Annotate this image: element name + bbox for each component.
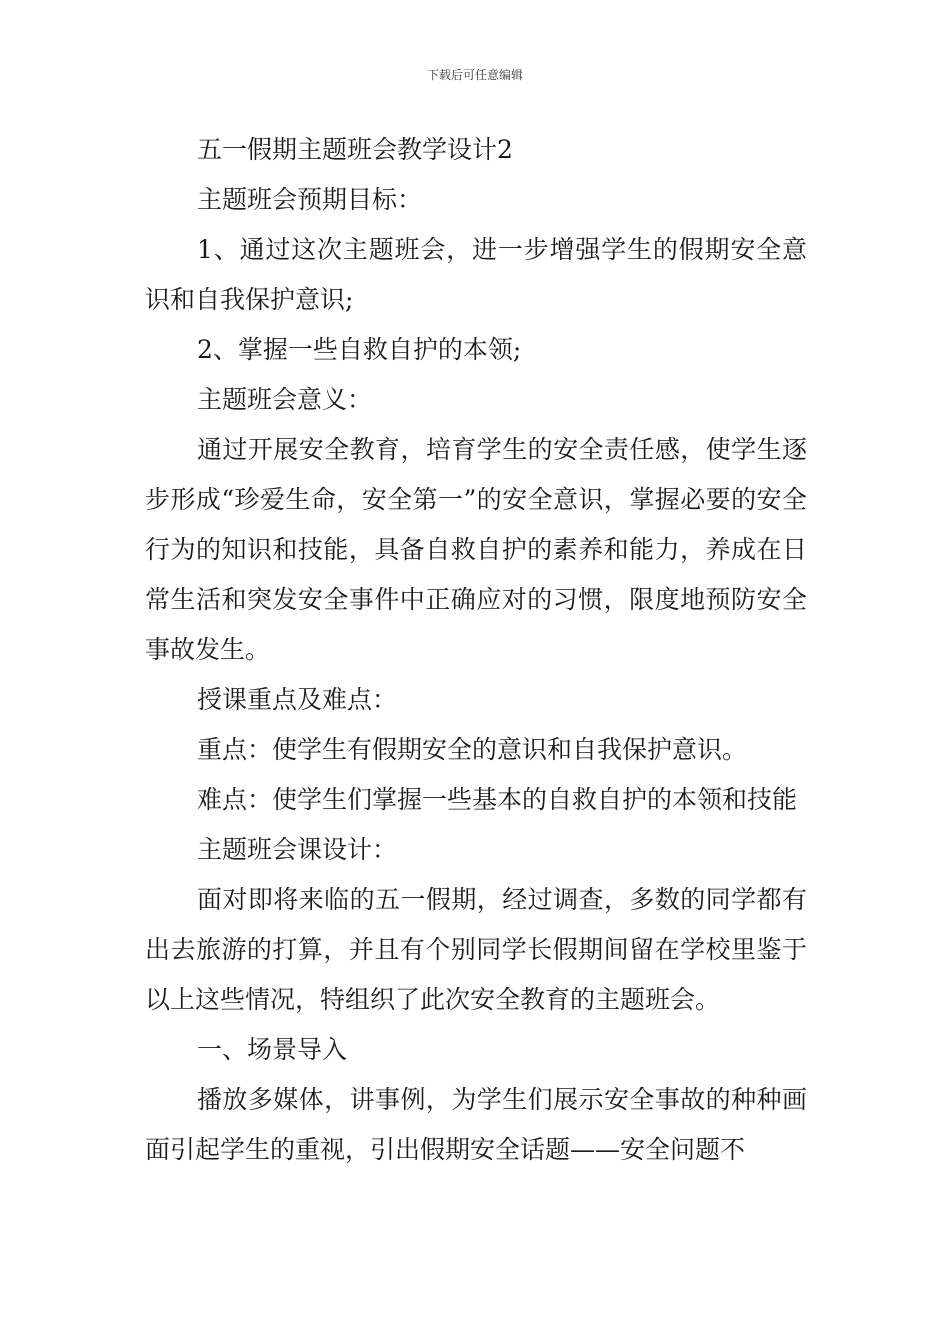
paragraph-background: 面对即将来临的五一假期，经过调查，多数的同学都有出去旅游的打算，并且有个别同学长假期间留在学校里鉴于以上这些情况，特组织了此次安全教育的主题班会。 bbox=[145, 885, 807, 1014]
paragraph-goal-1: 1、通过这次主题班会，进一步增强学生的假期安全意识和自我保护意识; bbox=[145, 235, 807, 314]
document-body bbox=[145, 125, 807, 1175]
section-heading-design: 主题班会课设计： bbox=[197, 835, 398, 864]
header-note: 下载后可任意编辑 bbox=[426, 68, 523, 82]
paragraph-difficulty: 难点：使学生们掌握一些基本的自救自护的本领和技能 bbox=[197, 785, 798, 814]
section-heading-scene-intro: 一、场景导入 bbox=[197, 1035, 348, 1064]
section-heading-goals: 主题班会预期目标： bbox=[197, 185, 423, 214]
paragraph-goal-2: 2、掌握一些自救自护的本领; bbox=[197, 335, 522, 364]
paragraph-significance: 通过开展安全教育，培育学生的安全责任感，使学生逐步形成“珍爱生命，安全第一”的安全意识，掌握必要的安全行为的知识和技能，具备自救自护的素养和能力，养成在日常生活和突发安全事件中正确应对的习惯，限度地预防安全事故发生。 bbox=[145, 435, 807, 664]
document-title: 五一假期主题班会教学设计2 bbox=[197, 135, 513, 164]
section-heading-key-points: 授课重点及难点： bbox=[197, 685, 398, 714]
section-heading-significance: 主题班会意义： bbox=[197, 385, 373, 414]
paragraph-scene-intro: 播放多媒体，讲事例，为学生们展示安全事故的种种画面引起学生的重视，引出假期安全话题——安全问题不 bbox=[145, 1085, 807, 1164]
paragraph-key-point: 重点：使学生有假期安全的意识和自我保护意识。 bbox=[197, 735, 748, 764]
